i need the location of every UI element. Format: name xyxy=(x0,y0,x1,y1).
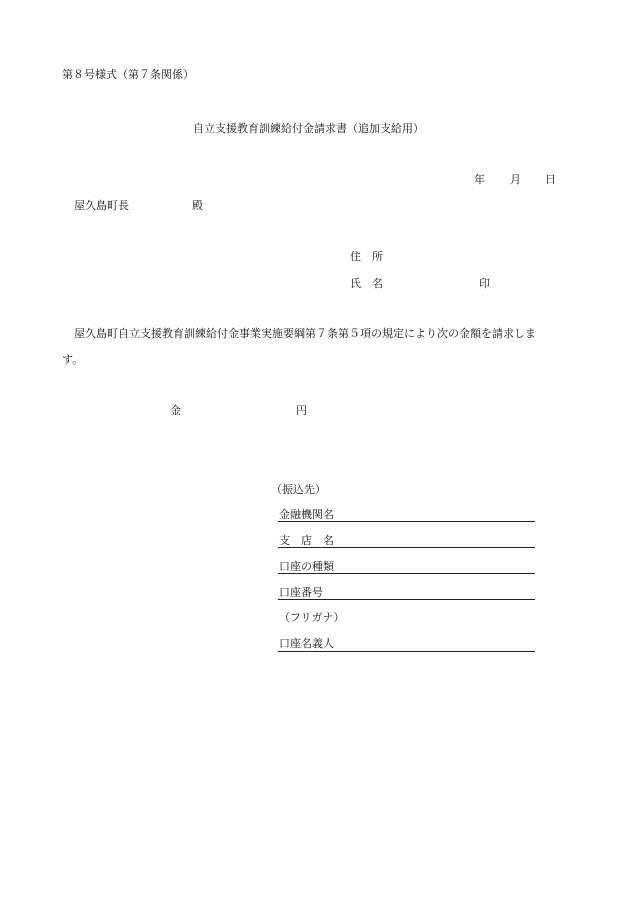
address-label: 住 所 xyxy=(350,250,383,263)
form-number: 第８号様式（第７条関係） xyxy=(62,68,194,81)
furigana-label: （フリガナ） xyxy=(279,611,345,624)
date-year-label: 年 xyxy=(474,173,485,186)
body-text-line-1: 屋久島町自立支援教育訓練給付金事業実施要綱第７条第５項の規定により次の金額を請求しま xyxy=(74,327,536,340)
account-type-label: 口座の種類 xyxy=(279,560,334,573)
body-text-line-2: す。 xyxy=(62,353,84,366)
addressee-name: 屋久島町長 xyxy=(74,199,129,212)
document-title: 自立支援教育訓練給付金請求書（追加支給用） xyxy=(193,122,424,135)
account-number-label: 口座番号 xyxy=(279,586,323,599)
name-label: 氏 名 xyxy=(350,277,383,290)
branch-name-underline xyxy=(278,547,535,548)
amount-unit: 円 xyxy=(296,404,307,417)
branch-name-label: 支 店 名 xyxy=(279,534,334,547)
bank-name-underline xyxy=(278,521,535,522)
transfer-heading: （振込先） xyxy=(271,483,326,496)
bank-name-label: 金融機関名 xyxy=(279,508,334,521)
addressee-honorific: 殿 xyxy=(192,199,203,212)
seal-mark: 印 xyxy=(479,277,490,290)
date-month-label: 月 xyxy=(510,173,521,186)
date-day-label: 日 xyxy=(545,173,556,186)
account-type-underline xyxy=(278,573,535,574)
account-holder-label: 口座名義人 xyxy=(279,637,334,650)
account-holder-underline xyxy=(278,651,535,652)
account-number-underline xyxy=(278,599,535,600)
amount-prefix: 金 xyxy=(170,404,181,417)
